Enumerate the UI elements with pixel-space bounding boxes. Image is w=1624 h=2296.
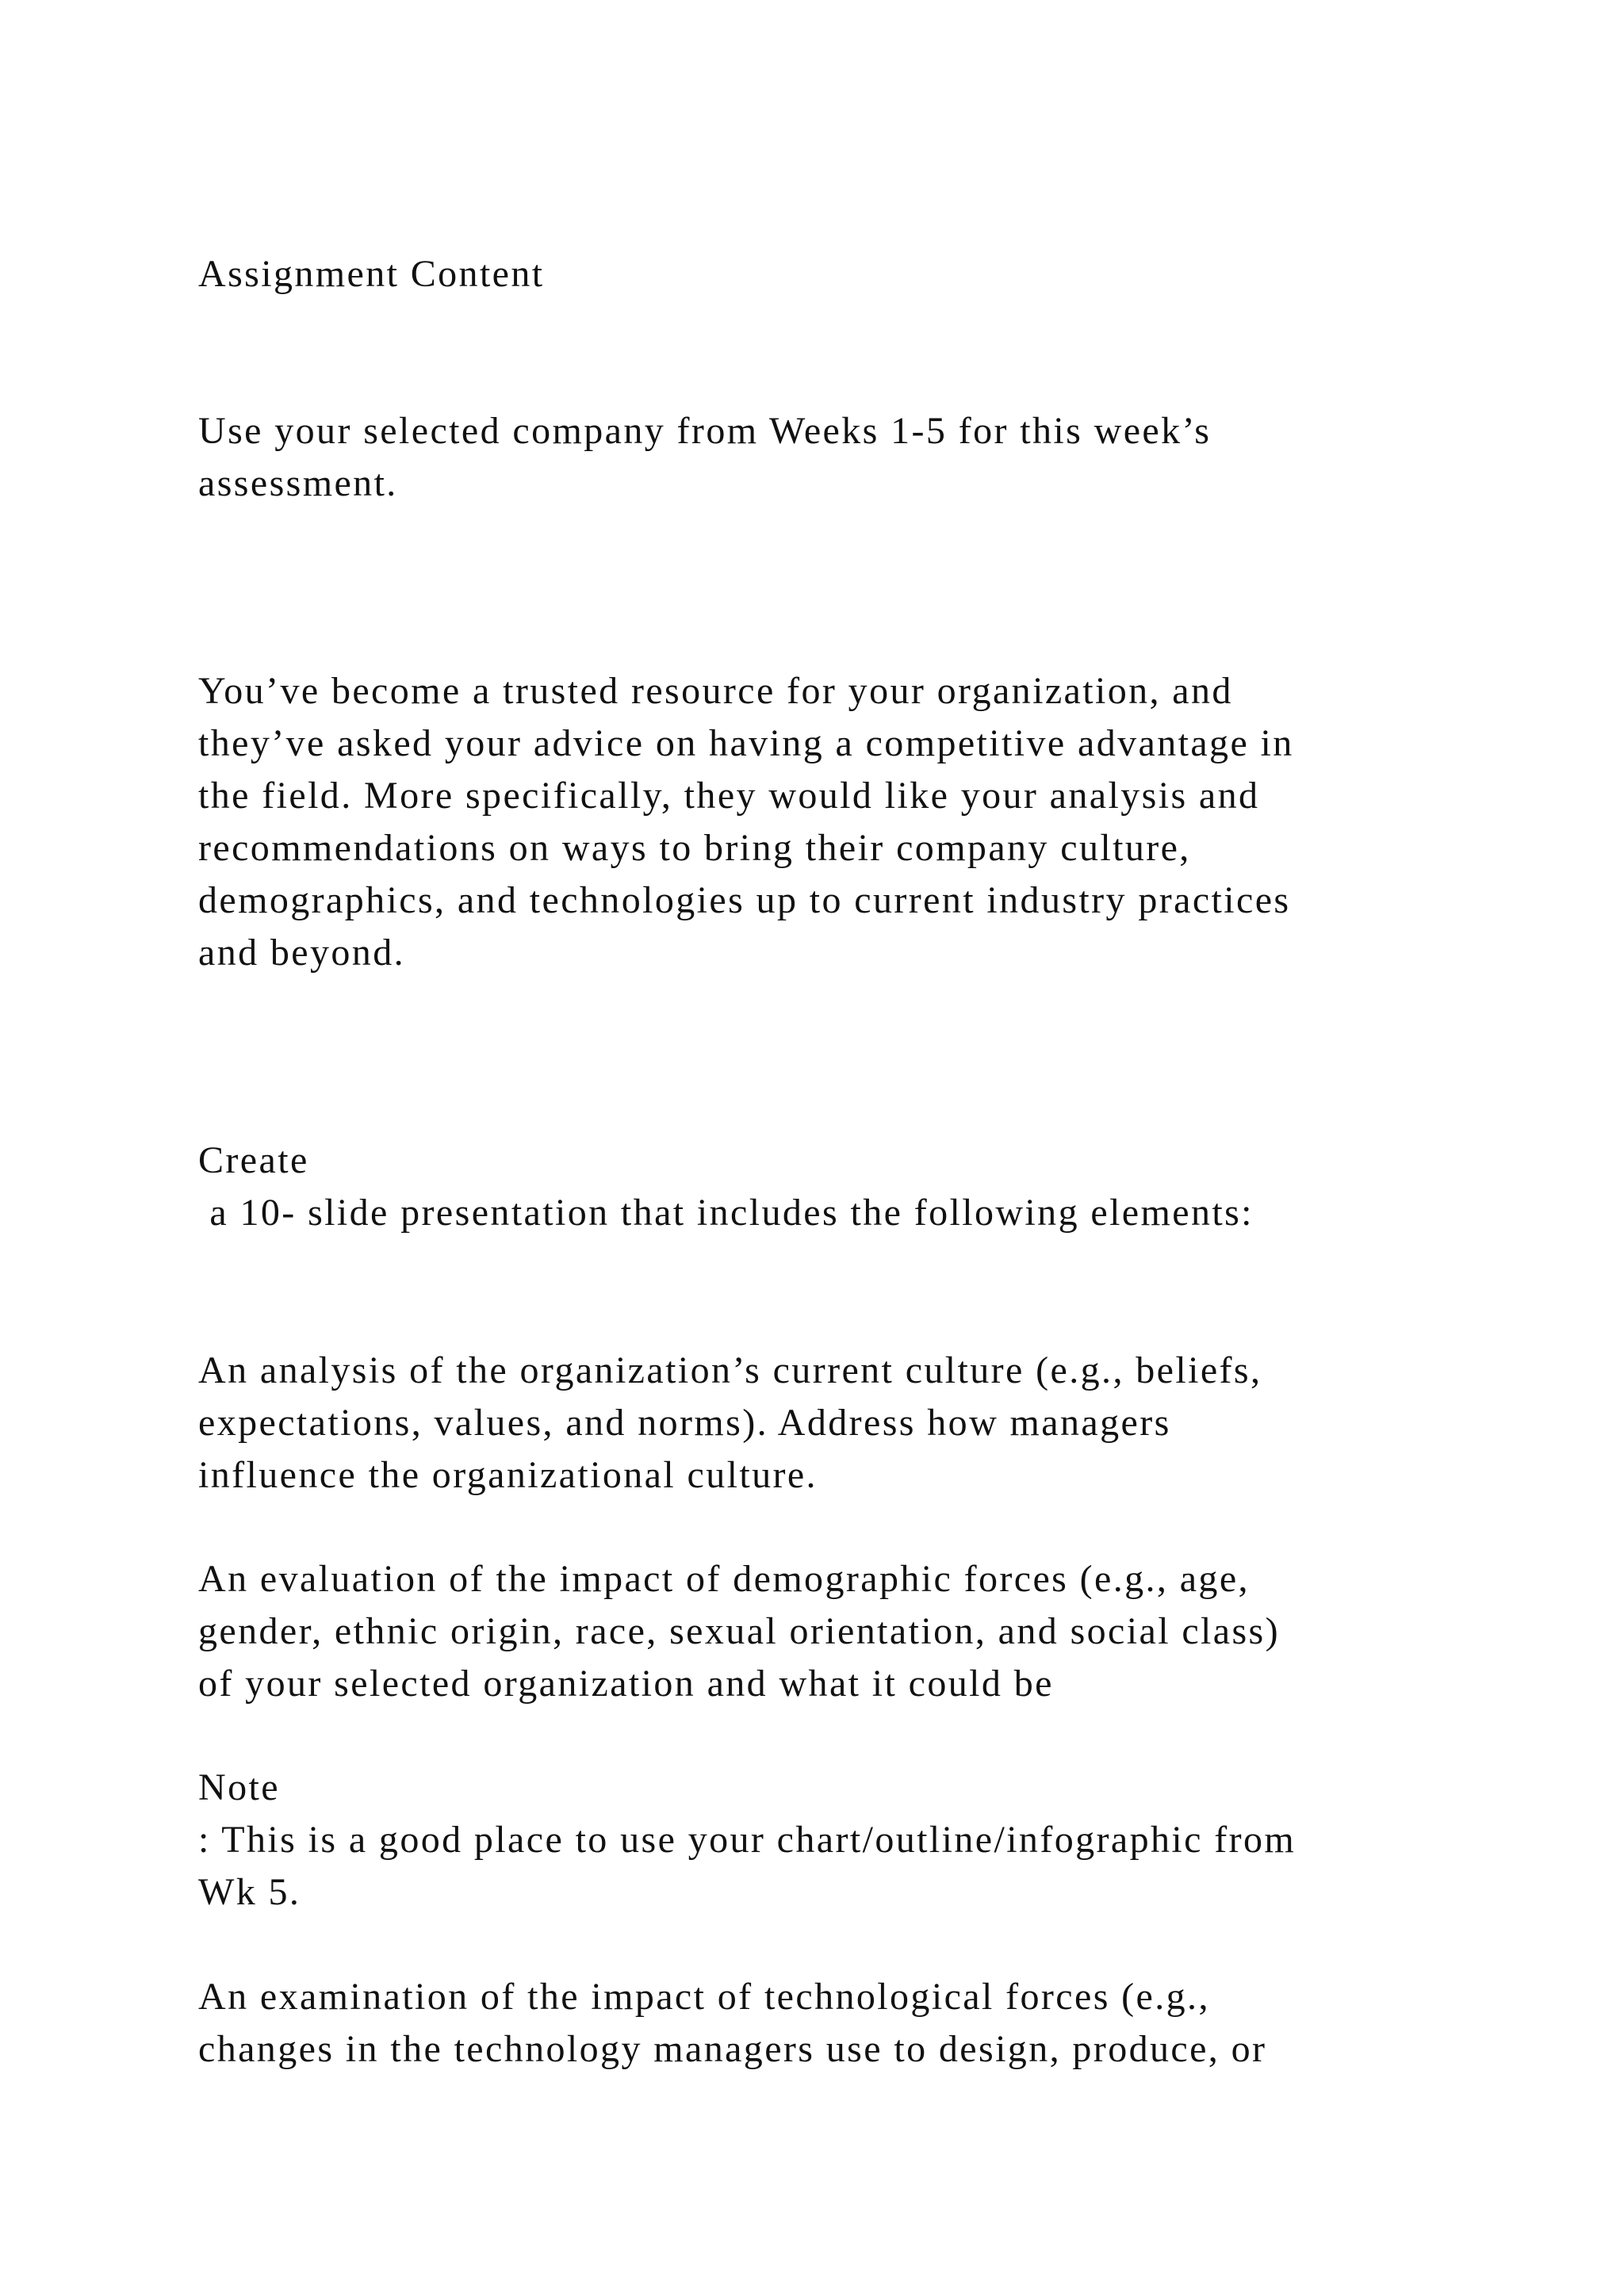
context-line-3: the field. More specifically, they would like your analysis and [198, 775, 1260, 817]
context-line-2: they’ve asked your advice on having a competitive advantage in [198, 722, 1294, 764]
culture-element-line-1: An analysis of the organization’s current culture (e.g., beliefs, [198, 1349, 1262, 1391]
context-line-6: and beyond. [198, 932, 406, 974]
context-line-1: You’ve become a trusted resource for your organization, and [198, 670, 1233, 712]
create-text: a 10- slide presentation that includes the following elements: [198, 1192, 1254, 1234]
context-line-4: recommendations on ways to bring their company culture, [198, 827, 1191, 869]
technological-element-line-2: changes in the technology managers use to design, produce, or [198, 2028, 1267, 2070]
intro-line-2: assessment. [198, 462, 398, 504]
demographic-element-line-1: An evaluation of the impact of demographic forces (e.g., age, [198, 1558, 1250, 1600]
demographic-element-line-2: gender, ethnic origin, race, sexual orientation, and social class) [198, 1610, 1281, 1652]
culture-element-line-3: influence the organizational culture. [198, 1454, 818, 1496]
create-label: Create [198, 1139, 309, 1181]
culture-element-line-2: expectations, values, and norms). Address how managers [198, 1402, 1171, 1444]
note-label: Note [198, 1766, 280, 1808]
note-line-2: Wk 5. [198, 1871, 301, 1913]
technological-element-line-1: An examination of the impact of technological forces (e.g., [198, 1976, 1210, 2018]
demographic-element-line-3: of your selected organization and what it could be [198, 1663, 1054, 1705]
document-heading: Assignment Content [198, 253, 545, 295]
note-line-1: : This is a good place to use your chart/outline/infographic from [198, 1819, 1297, 1861]
intro-line-1: Use your selected company from Weeks 1-5 for this week’s [198, 410, 1212, 452]
context-line-5: demographics, and technologies up to current industry practices [198, 879, 1291, 921]
